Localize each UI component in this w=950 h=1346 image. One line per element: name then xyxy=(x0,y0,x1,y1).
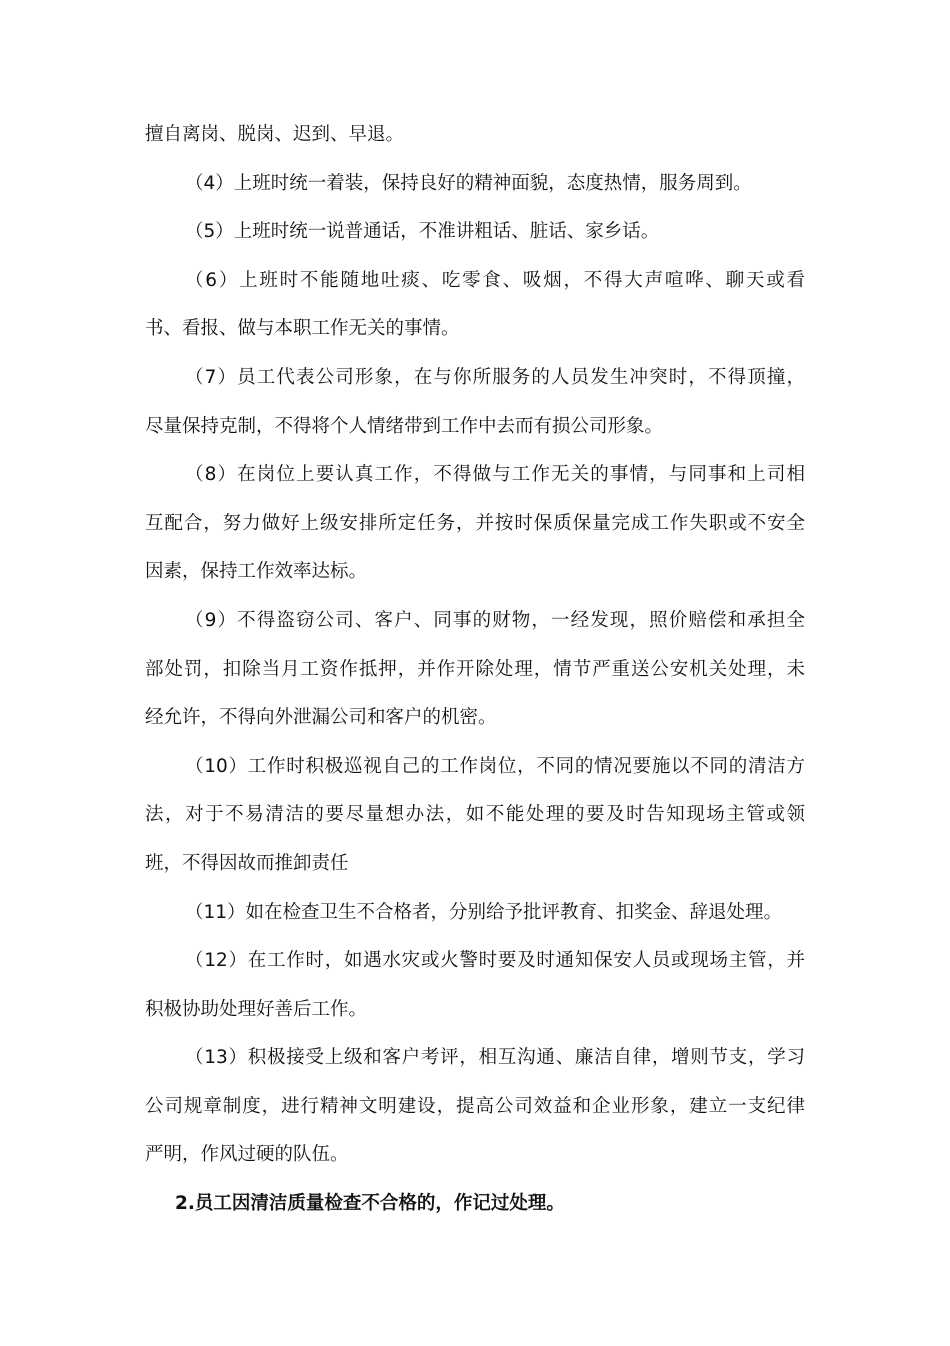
paragraph xyxy=(145,122,805,171)
text-line: 擅自离岗、脱岗、迟到、早退。 xyxy=(145,124,405,145)
text-line: 积极协助处理好善后工作。 xyxy=(145,998,368,1020)
paragraph xyxy=(145,268,805,365)
text-line: 部处罚，扣除当月工资作抵押，并作开除处理，情节严重送公安机关处理，未 xyxy=(145,658,805,680)
text-line: （11）如在检查卫生不合格者，分别给予批评教育、扣奖金、辞退处理。 xyxy=(185,901,783,923)
text-line: 严明，作风过硬的队伍。 xyxy=(145,1144,349,1166)
text-line: （12）在工作时，如遇水灾或火警时要及时通知保安人员或现场主管，并 xyxy=(185,950,805,972)
paragraph xyxy=(145,754,805,900)
document-page xyxy=(145,122,805,1240)
text-line: 互配合，努力做好上级安排所定任务，并按时保质保量完成工作失职或不安全 xyxy=(145,512,805,534)
paragraph xyxy=(145,219,805,268)
text-line: （7）员工代表公司形象，在与你所服务的人员发生冲突时，不得顶撞， xyxy=(185,366,805,388)
paragraph xyxy=(145,900,805,949)
text-line: （9）不得盗窃公司、客户、同事的财物，一经发现，照价赔偿和承担全 xyxy=(185,609,805,631)
text-line: 公司规章制度，进行精神文明建设，提高公司效益和企业形象，建立一支纪律 xyxy=(145,1095,805,1117)
paragraph xyxy=(145,608,805,754)
section-heading: 2.员工因清洁质量检查不合格的，作记过处理。 xyxy=(175,1193,565,1215)
paragraph xyxy=(145,365,805,462)
text-line: 书、看报、做与本职工作无关的事情。 xyxy=(145,318,460,340)
text-line: （5）上班时统一说普通话，不准讲粗话、脏话、家乡话。 xyxy=(185,221,660,243)
text-line: 法，对于不易清洁的要尽量想办法，如不能处理的要及时告知现场主管或领 xyxy=(145,804,805,826)
text-line: （4）上班时统一着装，保持良好的精神面貌，态度热情，服务周到。 xyxy=(185,172,752,194)
text-line: （6）上班时不能随地吐痰、吃零食、吸烟，不得大声喧哗、聊天或看 xyxy=(185,269,805,291)
text-line: 尽量保持克制，不得将个人情绪带到工作中去而有损公司形象。 xyxy=(145,415,664,437)
text-line: 因素，保持工作效率达标。 xyxy=(145,561,368,583)
paragraph xyxy=(145,948,805,1045)
text-line: （8）在岗位上要认真工作，不得做与工作无关的事情，与同事和上司相 xyxy=(185,464,805,486)
text-line: 班，不得因故而推卸责任 xyxy=(145,852,349,874)
paragraph xyxy=(145,462,805,608)
text-line: 经允许，不得向外泄漏公司和客户的机密。 xyxy=(145,707,497,729)
paragraph xyxy=(145,171,805,220)
paragraph xyxy=(145,1045,805,1191)
text-line: （10）工作时积极巡视自己的工作岗位，不同的情况要施以不同的清洁方 xyxy=(185,755,805,777)
text-line: （13）积极接受上级和客户考评，相互沟通、廉洁自律，增则节支，学习 xyxy=(185,1047,805,1069)
